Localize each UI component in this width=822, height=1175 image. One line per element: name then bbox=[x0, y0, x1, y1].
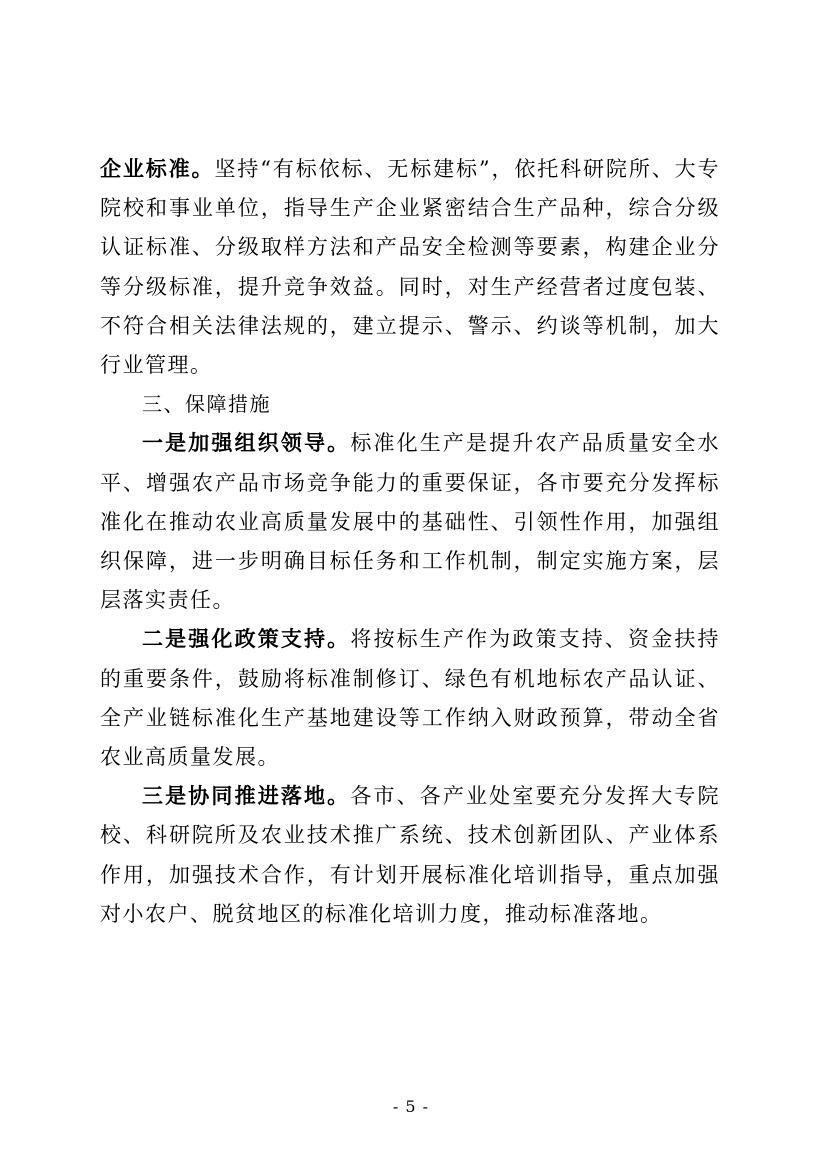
measure-text: 将按标生产作为政策支持、资金扶持的重要条件，鼓励将标准制修订、绿色有机地标农产品认证、全产业链标准化生产基地建设等工作纳入财政预算，带动全省农业高质量发展。 bbox=[100, 627, 720, 770]
section-heading: 三、保障措施 bbox=[142, 392, 271, 417]
measure-lead: 一是加强组织领导。 bbox=[142, 431, 351, 456]
measure-text: 标准化生产是提升农产品质量安全水平、增强农产品市场竞争能力的重要保证，各市要充分发挥标准化在推动农业高质量发展中的基础性、引领性作用，加强组织保障，进一步明确目标任务和工作机制，制定实施方案，层层落实责任。 bbox=[100, 431, 720, 613]
measure-implementation bbox=[100, 777, 720, 934]
measure-organization bbox=[100, 424, 720, 620]
measure-lead: 二是强化政策支持。 bbox=[142, 627, 351, 652]
page-number: - 5 - bbox=[392, 1097, 430, 1116]
paragraph-text: 坚持“有标依标、无标建标”，依托科研院所、大专院校和事业单位，指导生产企业紧密结合生产品种，综合分级认证标准、分级取样方法和产品安全检测等要素，构建企业分等分级标准，提升竞争效益。同时，对生产经营者过度包装、不符合相关法律法规的，建立提示、警示、约谈等机制，加大行业管理。 bbox=[100, 157, 720, 378]
paragraph-enterprise-standard bbox=[100, 150, 720, 385]
measure-lead: 三是协同推进落地。 bbox=[142, 784, 351, 809]
body-text bbox=[100, 150, 720, 934]
measure-text: 各市、各产业处室要充分发挥大专院校、科研院所及农业技术推广系统、技术创新团队、产业体系作用，加强技术合作，有计划开展标准化培训指导，重点加强对小农户、脱贫地区的标准化培训力度，推动标准落地。 bbox=[100, 784, 720, 926]
paragraph-lead: 企业标准。 bbox=[100, 157, 215, 181]
measure-policy bbox=[100, 620, 720, 777]
